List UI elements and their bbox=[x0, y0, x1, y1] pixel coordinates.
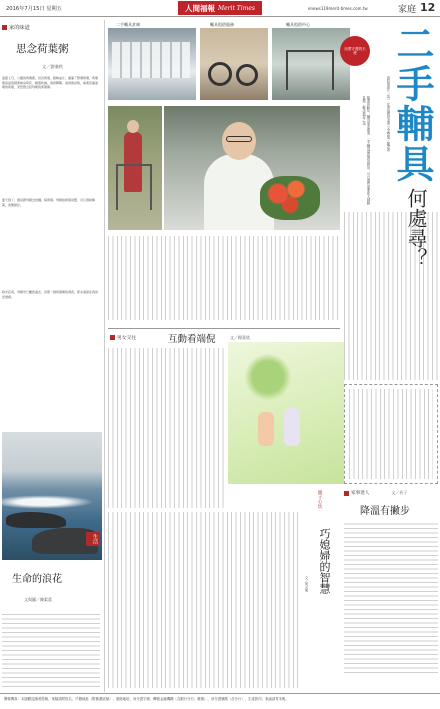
shelf-shape bbox=[112, 42, 190, 78]
paper-logo bbox=[178, 1, 262, 15]
badge-text: 用愛守護的天使 bbox=[344, 46, 366, 55]
vertical-article-title: 巧媳婦的智慧 bbox=[318, 528, 331, 594]
head-shape bbox=[127, 120, 139, 133]
section-square-icon bbox=[2, 25, 7, 30]
middle-section-title: 互動看端倪 bbox=[168, 334, 216, 345]
wheel-shape bbox=[236, 64, 258, 86]
wheelchairs-photo bbox=[200, 28, 268, 100]
flower-bouquet-shape bbox=[260, 176, 320, 220]
feature-title-sub: 何處尋？ bbox=[404, 188, 428, 268]
right-bottom-section bbox=[344, 490, 438, 690]
section-square-icon bbox=[344, 491, 349, 496]
wave-foam bbox=[2, 494, 102, 510]
feature-title-main: 二手輔具 bbox=[390, 24, 435, 184]
article-paragraph: 盛夏七月，公園的荷塘裡，田田荷葉，碧映成片，滿滿了整個荷塘，荷塘裡高高的挺著幾朵荷花，輕風吹拂，清香陣陣，美得像詩般，看著這滿池塘的荷葉，突然想念起母親的荷葉粥。 bbox=[2, 76, 99, 90]
feature-body-text bbox=[344, 212, 438, 380]
right-bottom-header bbox=[344, 490, 438, 496]
info-box bbox=[344, 384, 438, 484]
photo-strip bbox=[108, 22, 350, 104]
tree-shape bbox=[238, 352, 298, 402]
bottom-left-title: 生命的浪花 bbox=[12, 574, 62, 585]
paper-name: 人間福報 bbox=[184, 3, 215, 13]
walker-frame-shape bbox=[286, 50, 334, 90]
section-square-icon bbox=[110, 335, 115, 340]
illustration bbox=[228, 342, 344, 484]
bottom-left-article bbox=[2, 570, 100, 692]
footer-rule bbox=[0, 693, 440, 694]
right-bottom-tag: 家事達人 bbox=[351, 491, 370, 496]
article-title: 思念荷葉粥 bbox=[16, 43, 69, 55]
feature-badge bbox=[340, 36, 370, 66]
vertical-article-tag: 親子心坎 bbox=[317, 490, 322, 509]
column-divider bbox=[104, 20, 105, 692]
rock-shape bbox=[6, 512, 66, 528]
person-shape bbox=[258, 412, 274, 446]
vertical-article-text bbox=[108, 512, 298, 688]
middle-section-byline: 文／楊嘉欣 bbox=[230, 335, 250, 340]
caption: 輔具租借中心 bbox=[286, 22, 310, 27]
article-paragraph: 時光荏苒，母親早已離我遠去，但那一碗荷葉粥的清香，卻永遠留在我的記憶裡。 bbox=[2, 290, 99, 299]
man-with-flowers-photo bbox=[164, 106, 340, 230]
article-paragraph: 夏天到了，總是跟母親去挖藕，採荷葉。母親說荷葉是寶，可以清熱解暑，煮粥最好。 bbox=[2, 198, 96, 207]
walker-photo bbox=[272, 28, 350, 100]
elderly-man-walker-photo bbox=[108, 106, 162, 230]
masthead-rule bbox=[0, 16, 440, 17]
caption: 二手輔具倉庫 bbox=[116, 22, 140, 27]
feature-body-text bbox=[108, 236, 340, 320]
body-text-block bbox=[2, 611, 100, 687]
caption: 輔具租借服務 bbox=[210, 22, 234, 27]
bottom-left-byline: 文與圖／陳素蕾 bbox=[24, 597, 52, 602]
person-shape bbox=[284, 408, 300, 446]
masthead bbox=[0, 0, 440, 20]
warehouse-photo bbox=[108, 28, 196, 100]
vertical-article-byline: 文／何言東 bbox=[304, 576, 308, 592]
site-url: enews119merit-times.com.tw bbox=[308, 6, 368, 11]
right-bottom-byline: 文／若子 bbox=[391, 490, 408, 495]
paper-name-en: Merit Times bbox=[217, 4, 256, 12]
right-bottom-text bbox=[344, 523, 438, 673]
photo-tag: 生活 bbox=[86, 532, 100, 546]
footer-note: 閱報傳真：本版歡迎讀者投稿，來稿請附姓名、戶籍地址（附郵遞區號）、連絡地址、身分證字號、轉帳金融機構（含銀行分行、帳號）、身分證號碼（含分行）、生產影印、來函請寄本報。 bbox=[4, 697, 289, 701]
walker-shape bbox=[116, 164, 152, 210]
section-tag-label: 家的味道 bbox=[9, 25, 30, 31]
section-tag-family bbox=[2, 24, 100, 31]
feature-lead-2: 隨著高齡化，輔具需求增加，二手輔具讓資源再利用，可以讓有需要的人減輕負擔，解決燃眉之急。 bbox=[361, 96, 370, 205]
article-byline: 文／劉蓁秩 bbox=[42, 64, 63, 69]
page-number: 12 bbox=[420, 1, 436, 14]
issue-date: 2016年7月15日 星期五 bbox=[6, 6, 62, 12]
seascape-photo bbox=[2, 432, 102, 560]
section-name: 家庭 bbox=[398, 5, 417, 15]
info-box-text bbox=[349, 389, 433, 479]
middle-article-text bbox=[108, 348, 226, 508]
glasses-shape bbox=[226, 136, 252, 142]
right-bottom-title: 降溫有撇步 bbox=[360, 506, 410, 517]
left-article bbox=[2, 24, 100, 429]
wheel-shape bbox=[208, 62, 232, 86]
vertical-article-header bbox=[316, 490, 342, 630]
middle-section-tag: 男女交往 bbox=[117, 336, 137, 341]
feature-lead: 資料與照片／黃一 社會福利基金會 文字整理／陳君如 bbox=[386, 76, 390, 152]
